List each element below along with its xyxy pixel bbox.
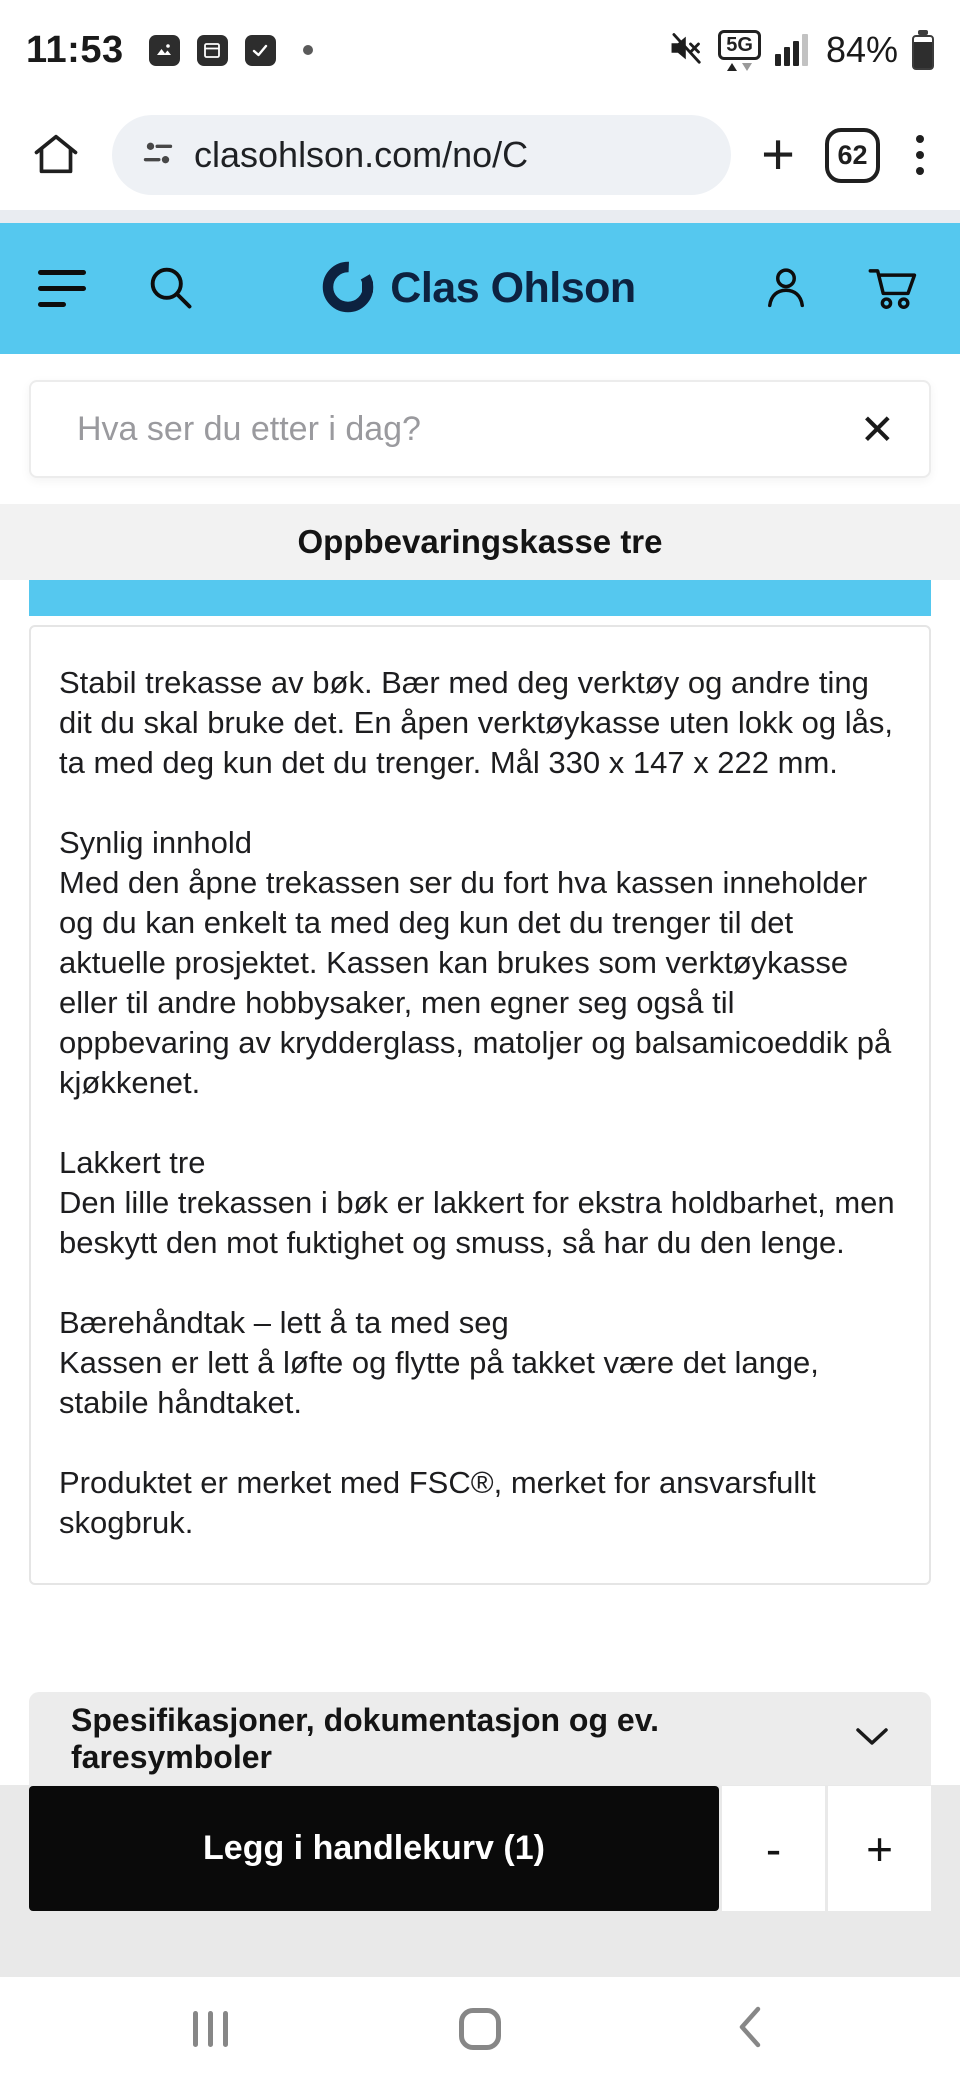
cart-button[interactable] [866, 261, 922, 316]
quantity-increase-button[interactable]: + [828, 1786, 931, 1911]
clas-ohlson-logo-mark-icon [320, 259, 376, 318]
description-heading: Synlig innhold [59, 825, 253, 860]
browser-menu-button[interactable] [910, 131, 930, 179]
specifications-accordion[interactable] [29, 1692, 931, 1785]
battery-icon [912, 30, 934, 70]
brand-wordmark: Clas Ohlson [390, 264, 636, 312]
site-header [0, 223, 960, 354]
description-intro: Stabil trekasse av bøk. Bær med deg verktøy og andre ting dit du skal bruke det. En åpen verktøykasse uten lokk og lås, ta med deg kun det du trenger. Mål 330 x 147 x 222 mm. [59, 665, 894, 780]
calendar-notification-icon [197, 35, 228, 66]
header-search-button[interactable] [144, 261, 196, 316]
clas-ohlson-logo[interactable] [196, 259, 760, 318]
user-icon [760, 261, 812, 316]
android-home-button[interactable] [440, 2008, 520, 2050]
add-to-cart-button[interactable]: Legg i handlekurv (1) [29, 1786, 719, 1911]
description-paragraph: Den lille trekassen i bøk er lakkert for ekstra holdbarhet, men beskytt den mot fuktighet og smuss, så har du den lenge. [59, 1185, 895, 1260]
address-bar[interactable] [112, 115, 731, 195]
data-activity-arrows-icon [727, 63, 752, 71]
more-notifications-dot [303, 45, 313, 55]
home-icon [30, 128, 82, 183]
browser-toolbar [0, 100, 960, 210]
content-area [0, 580, 960, 1692]
description-section-2 [59, 1143, 901, 1263]
shopping-cart-icon [866, 261, 922, 316]
status-bar-right [666, 29, 934, 72]
description-section-1 [59, 823, 901, 1103]
description-heading: Bærehåndtak – lett å ta med seg [59, 1305, 509, 1340]
page-info-icon [138, 133, 178, 178]
search-clear-button[interactable]: ✕ [860, 382, 895, 476]
account-button[interactable] [760, 261, 812, 316]
chevron-left-icon [737, 2005, 763, 2052]
active-tab-strip [29, 580, 931, 616]
toolbar-divider [0, 210, 960, 223]
search-icon [144, 261, 196, 316]
quantity-decrease-button[interactable]: - [722, 1786, 825, 1911]
status-bar [0, 0, 960, 100]
description-section-3 [59, 1303, 901, 1423]
description-paragraph: Med den åpne trekassen ser du fort hva kassen inneholder og du kan enkelt ta med deg kun det du trenger til det aktuelle prosjektet. Kassen kan brukes som verktøykasse eller til andre hobbysaker, men egner seg også til oppbevaring av krydderglass, matoljer og balsamicoeddik på kjøkkenet. [59, 865, 892, 1100]
search-input[interactable] [31, 382, 929, 476]
description-heading: Lakkert tre [59, 1145, 206, 1180]
recent-apps-button[interactable] [170, 2011, 250, 2047]
page-title: Oppbevaringskasse tre [297, 523, 663, 560]
status-bar-left [26, 29, 313, 72]
android-back-button[interactable] [710, 2005, 790, 2052]
chevron-down-icon [855, 1727, 889, 1750]
menu-hamburger-button[interactable] [38, 266, 86, 311]
description-paragraph: Kassen er lett å løfte og flytte på takket være det lange, stabile håndtaket. [59, 1345, 819, 1420]
gallery-notification-icon [149, 35, 180, 66]
add-to-cart-bar [0, 1785, 960, 1977]
battery-percentage: 84% [825, 29, 898, 70]
android-home-icon [459, 2008, 501, 2050]
clock: 11:53 [26, 28, 124, 71]
header-actions [760, 261, 922, 316]
page-title-bar [0, 504, 960, 580]
mute-icon [666, 29, 704, 72]
new-tab-button[interactable]: + [761, 122, 795, 187]
recent-apps-icon [193, 2011, 228, 2047]
signal-strength-icon [775, 34, 808, 66]
product-description-card [29, 625, 931, 1585]
url-text: clasohlson.com/no/C [194, 134, 529, 175]
network-type-label: 5G [718, 30, 761, 60]
tab-counter-button[interactable]: 62 [825, 128, 880, 183]
bottom-spacer [29, 1911, 931, 1977]
search-section [0, 354, 960, 504]
task-check-notification-icon [245, 35, 276, 66]
accordion-label: Spesifikasjoner, dokumentasjon og ev. faresymboler [71, 1701, 660, 1775]
add-to-cart-row [29, 1786, 931, 1911]
search-box[interactable] [29, 380, 931, 478]
android-navigation-bar [0, 1977, 960, 2080]
description-footer: Produktet er merket med FSC®, merket for ansvarsfullt skogbruk. [59, 1465, 816, 1540]
network-5g-icon [718, 30, 761, 71]
browser-home-button[interactable] [30, 128, 82, 183]
